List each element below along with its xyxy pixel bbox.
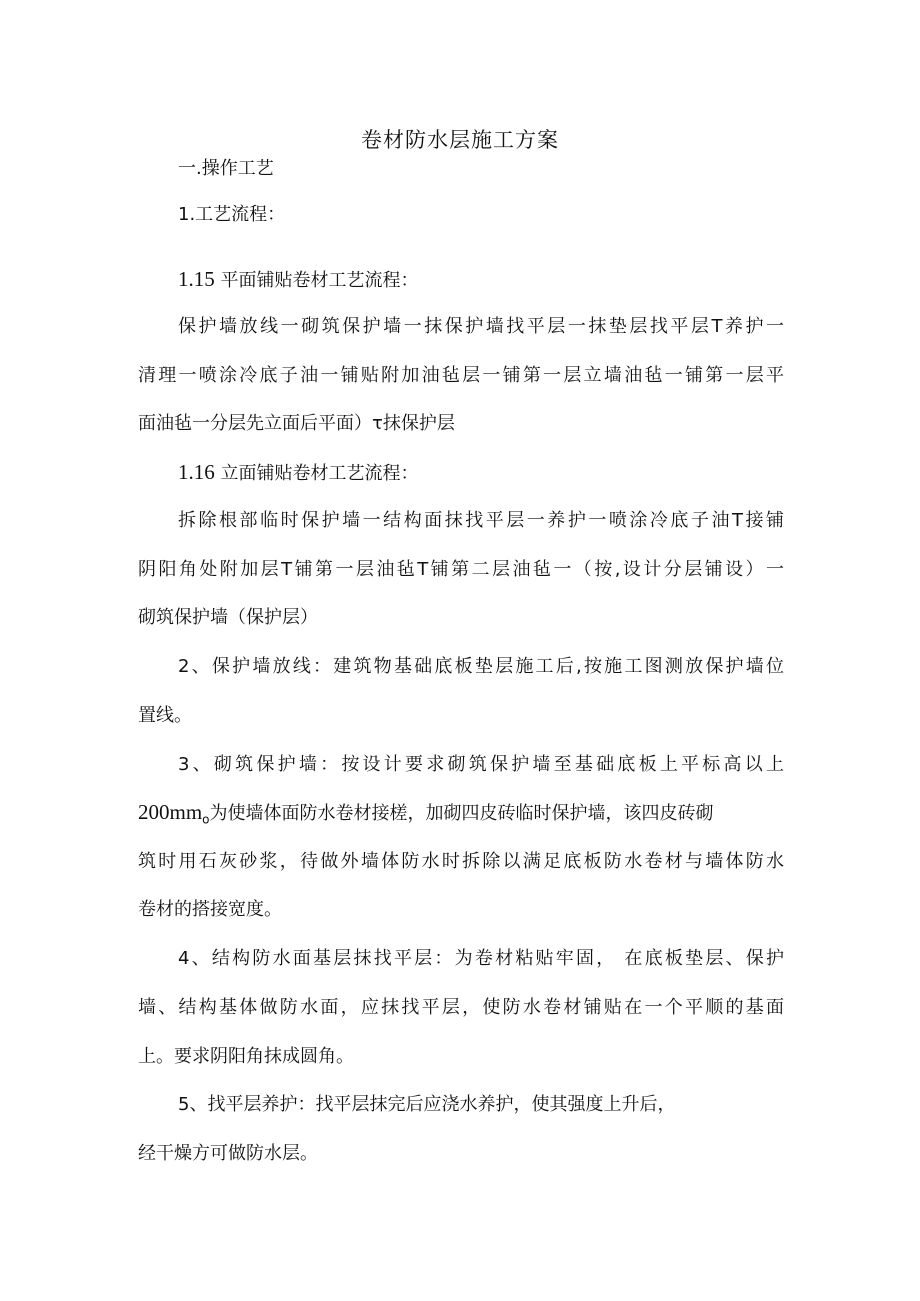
document-title: 卷材防水层施工方案 — [361, 128, 559, 152]
item-5-line-1: 5、找平层养护：找平层抹完后应浇水养护，使其强度上升后， — [178, 1094, 676, 1115]
subheading-process-flow: 1.工艺流程： — [178, 204, 286, 225]
item-3-measurement-suffix: o — [202, 812, 210, 827]
item-1-16-label: 1.16 — [178, 460, 215, 484]
item-1-15-label: 1.15 — [178, 267, 215, 291]
item-3-line-1: 3、砌筑保护墙：按设计要求砌筑保护墙至基础底板上平标高以上 — [178, 754, 784, 775]
item-2-line-1: 2、保护墙放线：建筑物基础底板垫层施工后,按施工图测放保护墙位 — [178, 656, 784, 677]
item-1-15-line-2: 清理一喷涂冷底子油一铺贴附加油毡层一铺第一层立墙油毡一铺第一层平 — [138, 365, 784, 386]
item-5-line-2: 经干燥方可做防水层。 — [138, 1143, 318, 1164]
item-3-line-2 — [138, 798, 714, 834]
item-1-15-heading — [178, 265, 418, 295]
item-1-15-line-1: 保护墙放线一砌筑保护墙一抹保护墙找平层一抹垫层找平层T养护一 — [178, 316, 784, 337]
item-4-line-2: 墙、结构基体做防水面，应抹找平层，使防水卷材铺贴在一个平顺的基面 — [138, 997, 784, 1018]
item-1-16-line-2: 阴阳角处附加层T铺第一层油毡T铺第二层油毡一（按,设计分层铺设）一 — [138, 559, 784, 580]
item-3-line-4: 卷材的搭接宽度。 — [138, 899, 282, 920]
item-3-line-3: 筑时用石灰砂浆，待做外墙体防水时拆除以满足底板防水卷材与墙体防水 — [138, 851, 784, 872]
item-1-16-title: 立面铺贴卷材工艺流程： — [214, 463, 419, 484]
section-heading: 一.操作工艺 — [178, 158, 274, 179]
item-4-line-3: 上。要求阴阳角抹成圆角。 — [138, 1046, 354, 1067]
item-2-line-2: 置线。 — [138, 705, 192, 726]
item-1-16-line-3: 砌筑保护墙（保护层） — [138, 607, 318, 628]
item-4-line-1: 4、结构防水面基层抹找平层：为卷材粘贴牢固， 在底板垫层、保护 — [178, 948, 784, 969]
item-1-16-line-1: 拆除根部临时保护墙一结构面抹找平层一养护一喷涂冷底子油T接铺 — [178, 510, 784, 531]
item-1-16-heading — [178, 458, 418, 488]
item-1-15-title: 平面铺贴卷材工艺流程： — [214, 270, 419, 291]
item-3-line-2-text: 为使墙体面防水卷材接槎，加砌四皮砖临时保护墙，该四皮砖砌 — [209, 803, 714, 824]
item-1-15-line-3: 面油毡一分层先立面后平面）τ抹保护层 — [138, 413, 455, 434]
item-3-measurement: 200mm — [138, 800, 203, 824]
